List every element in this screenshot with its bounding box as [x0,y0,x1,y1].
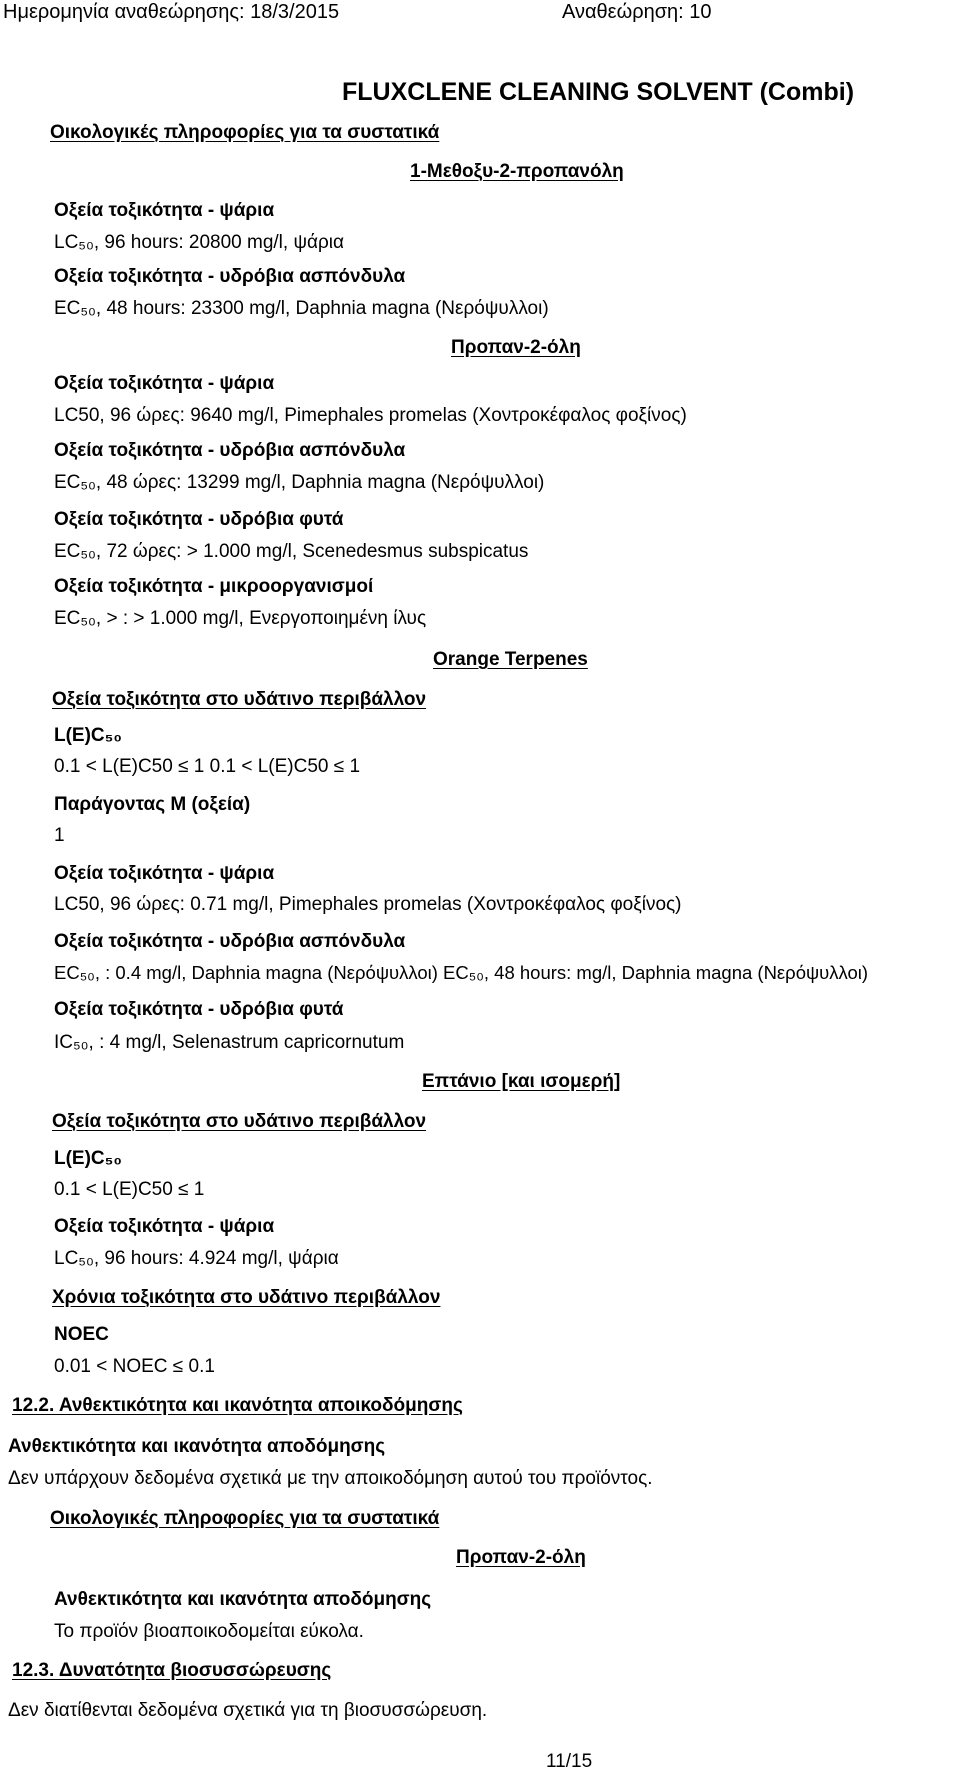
m-factor-value: 1 [54,825,65,846]
lec50-value: 0.1 < L(E)C50 ≤ 1 0.1 < L(E)C50 ≤ 1 [54,756,361,777]
invertebrate-toxicity-value: EC₅₀, 48 ώρες: 13299 mg/l, Daphnia magna (Νερόψυλλοι) [54,472,545,493]
substance-orange-terpenes: Orange Terpenes [433,649,588,670]
plant-toxicity-heading: Οξεία τοξικότητα - υδρόβια φυτά [54,509,344,530]
fish-toxicity-value: LC₅₀, 96 hours: 20800 mg/l, ψάρια [54,232,344,253]
persistence-heading: Ανθεκτικότητα και ικανότητα αποδόμησης [54,1589,432,1610]
microorganism-toxicity-value: EC₅₀, > : > 1.000 mg/l, Ενεργοποιημένη ίλυς [54,608,427,629]
product-title: FLUXCLENE CLEANING SOLVENT (Combi) [342,78,855,106]
fish-toxicity-value: LC50, 96 ώρες: 9640 mg/l, Pimephales promelas (Χοντροκέφαλος φοξίνος) [54,405,687,426]
section-title-components: Οικολογικές πληροφορίες για τα συστατικά [50,1508,440,1529]
fish-toxicity-heading: Οξεία τοξικότητα - ψάρια [54,863,275,884]
aquatic-toxicity-heading: Οξεία τοξικότητα στο υδάτινο περιβάλλον [52,1111,427,1132]
revision-date: Ημερομηνία αναθεώρησης: 18/3/2015 [3,1,340,23]
persistence-text: Το προϊόν βιοαποικοδομείται εύκολα. [54,1621,364,1642]
invertebrate-toxicity-value: EC₅₀, : 0.4 mg/l, Daphnia magna (Νερόψυλλοι) EC₅₀, 48 hours: mg/l, Daphnia magna (Νερόψυλλοι) [54,962,869,983]
degradability-text: Δεν υπάρχουν δεδομένα σχετικά με την αποικοδόμηση αυτού του προϊόντος. [8,1468,653,1489]
page-number: 11/15 [546,1751,593,1772]
noec-value: 0.01 < NOEC ≤ 0.1 [54,1356,215,1377]
fish-toxicity-heading: Οξεία τοξικότητα - ψάρια [54,373,275,394]
substance-propan-2-ol: Προπαν-2-όλη [456,1547,586,1568]
chronic-toxicity-heading: Χρόνια τοξικότητα στο υδάτινο περιβάλλον [52,1287,441,1308]
invertebrate-toxicity-heading: Οξεία τοξικότητα - υδρόβια ασπόνδυλα [54,440,406,461]
substance-propan-2-ol: Προπαν-2-όλη [451,337,581,358]
lec50-heading: L(E)C₅₀ [54,725,122,746]
substance-methoxypropanol: 1-Μεθοξυ-2-προπανόλη [410,161,624,182]
substance-heptane: Επτάνιο [και ισομερή] [422,1071,621,1092]
invertebrate-toxicity-heading: Οξεία τοξικότητα - υδρόβια ασπόνδυλα [54,266,406,287]
fish-toxicity-heading: Οξεία τοξικότητα - ψάρια [54,200,275,221]
noec-heading: NOEC [54,1324,109,1345]
fish-toxicity-value: LC50, 96 ώρες: 0.71 mg/l, Pimephales promelas (Χοντροκέφαλος φοξίνος) [54,894,682,915]
degradability-heading: Ανθεκτικότητα και ικανότητα αποδόμησης [8,1436,386,1457]
invertebrate-toxicity-value: EC₅₀, 48 hours: 23300 mg/l, Daphnia magna (Νερόψυλλοι) [54,298,549,319]
invertebrate-toxicity-heading: Οξεία τοξικότητα - υδρόβια ασπόνδυλα [54,931,406,952]
aquatic-toxicity-heading: Οξεία τοξικότητα στο υδάτινο περιβάλλον [52,689,427,710]
m-factor-heading: Παράγοντας M (οξεία) [54,794,251,815]
section-title-components: Οικολογικές πληροφορίες για τα συστατικά [50,122,440,143]
revision-number: Αναθεώρηση: 10 [562,1,712,23]
section-12-3-title: 12.3. Δυνατότητα βιοσυσσώρευσης [12,1660,332,1681]
fish-toxicity-value: LC₅₀, 96 hours: 4.924 mg/l, ψάρια [54,1248,339,1269]
section-12-2-title: 12.2. Ανθεκτικότητα και ικανότητα αποικοδόμησης [12,1395,463,1416]
lec50-heading: L(E)C₅₀ [54,1148,122,1169]
microorganism-toxicity-heading: Οξεία τοξικότητα - μικροοργανισμοί [54,576,374,597]
plant-toxicity-heading: Οξεία τοξικότητα - υδρόβια φυτά [54,999,344,1020]
plant-toxicity-value: IC₅₀, : 4 mg/l, Selenastrum capricornutum [54,1032,405,1053]
bioaccumulation-text: Δεν διατίθενται δεδομένα σχετικά για τη βιοσυσσώρευση. [8,1700,488,1721]
fish-toxicity-heading: Οξεία τοξικότητα - ψάρια [54,1216,275,1237]
plant-toxicity-value: EC₅₀, 72 ώρες: > 1.000 mg/l, Scenedesmus subspicatus [54,541,529,562]
lec50-value: 0.1 < L(E)C50 ≤ 1 [54,1179,205,1200]
